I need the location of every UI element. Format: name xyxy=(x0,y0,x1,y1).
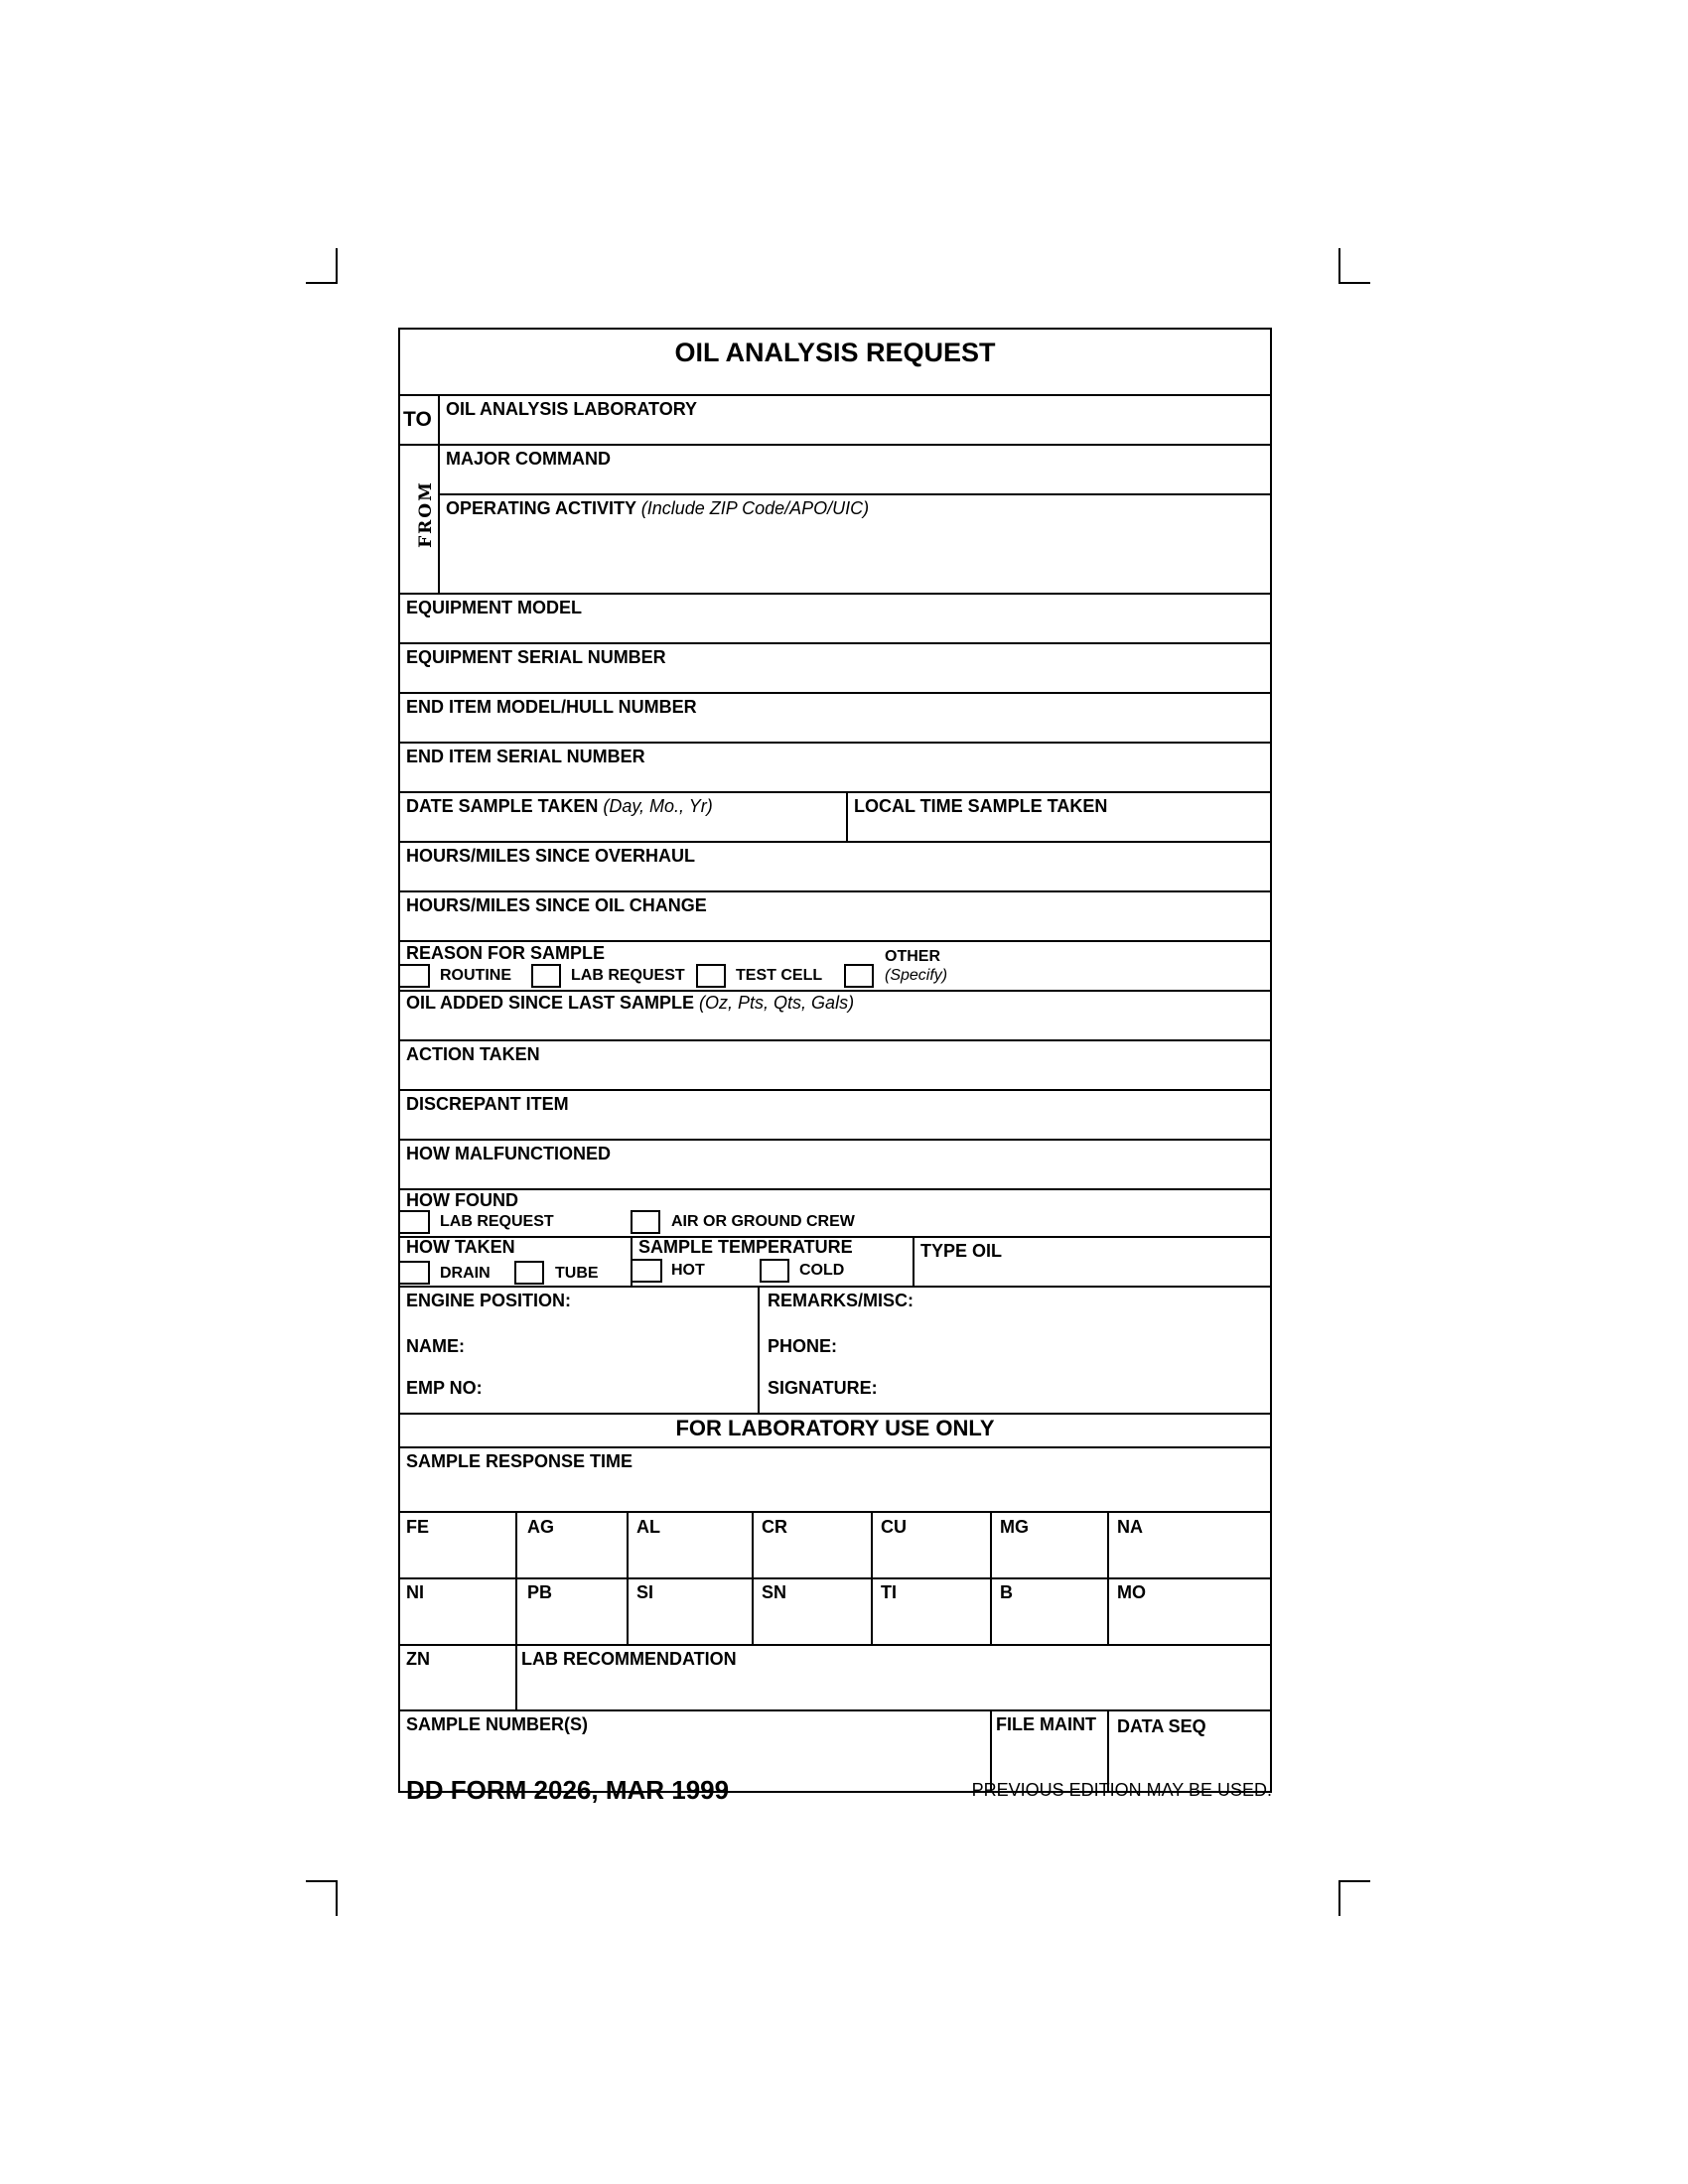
form-identifier: DD FORM 2026, MAR 1999 xyxy=(406,1775,730,1805)
edition-note: PREVIOUS EDITION MAY BE USED. xyxy=(971,1780,1272,1800)
other-specify-hint: (Specify) xyxy=(885,967,948,984)
divider xyxy=(846,791,848,841)
end-item-serial-field[interactable]: END ITEM SERIAL NUMBER xyxy=(406,747,645,766)
form-title: OIL ANALYSIS REQUEST xyxy=(674,338,996,367)
divider xyxy=(400,1644,1270,1646)
element-b[interactable]: B xyxy=(1000,1582,1013,1602)
divider xyxy=(400,692,1270,694)
element-al[interactable]: AL xyxy=(636,1517,660,1537)
crop-mark-bottom-left xyxy=(306,1880,338,1916)
engine-position-field[interactable]: ENGINE POSITION: xyxy=(406,1291,572,1310)
divider xyxy=(400,890,1270,892)
hours-since-overhaul-field[interactable]: HOURS/MILES SINCE OVERHAUL xyxy=(406,846,696,866)
oil-added-label: OIL ADDED SINCE LAST SAMPLE xyxy=(406,993,695,1013)
action-taken-field[interactable]: ACTION TAKEN xyxy=(406,1044,540,1064)
divider xyxy=(400,742,1270,744)
emp-no-field[interactable]: EMP NO: xyxy=(406,1378,483,1398)
divider xyxy=(438,493,1270,495)
tube-checkbox[interactable] xyxy=(514,1261,544,1285)
lab-recommendation-field[interactable]: LAB RECOMMENDATION xyxy=(521,1649,737,1669)
divider xyxy=(400,1139,1270,1141)
lab-request-checkbox[interactable] xyxy=(531,964,561,988)
divider xyxy=(400,841,1270,843)
divider xyxy=(400,394,1270,396)
element-ti[interactable]: TI xyxy=(881,1582,897,1602)
to-label: TO xyxy=(403,408,432,431)
element-pb[interactable]: PB xyxy=(527,1582,553,1602)
divider xyxy=(1107,1709,1109,1791)
air-or-ground-crew-checkbox[interactable] xyxy=(631,1210,660,1234)
tube-label: TUBE xyxy=(555,1265,599,1282)
sample-numbers-field[interactable]: SAMPLE NUMBER(S) xyxy=(406,1714,588,1734)
divider xyxy=(400,940,1270,942)
how-found-lab-request-checkbox[interactable] xyxy=(400,1210,430,1234)
discrepant-item-field[interactable]: DISCREPANT ITEM xyxy=(406,1094,569,1114)
element-cu[interactable]: CU xyxy=(881,1517,907,1537)
end-item-model-field[interactable]: END ITEM MODEL/HULL NUMBER xyxy=(406,697,697,717)
crop-mark-top-right xyxy=(1338,248,1370,284)
file-maint-field[interactable]: FILE MAINT xyxy=(996,1714,1096,1734)
divider xyxy=(400,1511,1270,1513)
divider xyxy=(400,1709,1270,1711)
oil-analysis-laboratory-field[interactable]: OIL ANALYSIS LABORATORY xyxy=(446,399,698,419)
hot-label: HOT xyxy=(671,1262,705,1279)
date-sample-taken-label: DATE SAMPLE TAKEN xyxy=(406,796,599,816)
cold-checkbox[interactable] xyxy=(760,1259,789,1283)
routine-checkbox[interactable] xyxy=(400,964,430,988)
divider xyxy=(400,1446,1270,1448)
divider xyxy=(758,1286,760,1413)
operating-activity-field[interactable] xyxy=(446,499,869,517)
element-zn[interactable]: ZN xyxy=(406,1649,430,1669)
data-seq-field[interactable]: DATA SEQ xyxy=(1117,1716,1206,1736)
sample-temperature-label: SAMPLE TEMPERATURE xyxy=(638,1237,853,1257)
cold-label: COLD xyxy=(799,1262,845,1279)
divider xyxy=(400,1286,1270,1288)
air-or-ground-crew-label: AIR OR GROUND CREW xyxy=(671,1213,855,1230)
oil-added-hint: (Oz, Pts, Qts, Gals) xyxy=(699,993,855,1013)
divider xyxy=(400,1188,1270,1190)
element-mo[interactable]: MO xyxy=(1117,1582,1146,1602)
from-label: FROM xyxy=(415,480,436,548)
divider xyxy=(400,791,1270,793)
divider xyxy=(400,1413,1270,1415)
divider xyxy=(515,1644,517,1709)
lab-request-label: LAB REQUEST xyxy=(571,967,685,984)
sample-response-time-field[interactable]: SAMPLE RESPONSE TIME xyxy=(406,1451,633,1471)
date-sample-taken-hint: (Day, Mo., Yr) xyxy=(603,796,713,816)
major-command-field[interactable]: MAJOR COMMAND xyxy=(446,449,611,469)
how-found-label: HOW FOUND xyxy=(406,1190,518,1210)
oil-analysis-form xyxy=(398,328,1272,1793)
divider xyxy=(913,1236,914,1286)
divider xyxy=(400,593,1270,595)
other-label: OTHER xyxy=(885,948,940,965)
divider xyxy=(400,990,1270,992)
test-cell-label: TEST CELL xyxy=(736,967,823,984)
local-time-sample-taken-field[interactable]: LOCAL TIME SAMPLE TAKEN xyxy=(854,796,1108,816)
drain-checkbox[interactable] xyxy=(400,1261,430,1285)
crop-mark-bottom-right xyxy=(1338,1880,1370,1916)
element-fe[interactable]: FE xyxy=(406,1517,430,1537)
how-taken-label: HOW TAKEN xyxy=(406,1237,515,1257)
reason-for-sample-label: REASON FOR SAMPLE xyxy=(406,943,606,963)
element-ag[interactable]: AG xyxy=(527,1517,554,1537)
crop-mark-top-left xyxy=(306,248,338,284)
element-cr[interactable]: CR xyxy=(762,1517,787,1537)
element-ni[interactable]: NI xyxy=(406,1582,424,1602)
operating-activity-hint: (Include ZIP Code/APO/UIC) xyxy=(640,498,870,518)
divider xyxy=(400,1039,1270,1041)
divider xyxy=(990,1709,992,1791)
element-mg[interactable]: MG xyxy=(1000,1517,1029,1537)
element-sn[interactable]: SN xyxy=(762,1582,787,1602)
signature-field[interactable]: SIGNATURE: xyxy=(768,1378,878,1398)
date-sample-taken-field[interactable] xyxy=(406,797,713,815)
divider xyxy=(400,642,1270,644)
name-field[interactable]: NAME: xyxy=(406,1336,465,1356)
remarks-field[interactable]: REMARKS/MISC: xyxy=(768,1291,914,1310)
routine-label: ROUTINE xyxy=(440,967,511,984)
equipment-serial-number-field[interactable]: EQUIPMENT SERIAL NUMBER xyxy=(406,647,666,667)
element-na[interactable]: NA xyxy=(1117,1517,1143,1537)
drain-label: DRAIN xyxy=(440,1265,491,1282)
lab-use-only-heading: FOR LABORATORY USE ONLY xyxy=(675,1416,995,1440)
operating-activity-label: OPERATING ACTIVITY xyxy=(446,498,636,518)
equipment-model-field[interactable]: EQUIPMENT MODEL xyxy=(406,598,583,617)
divider xyxy=(400,1089,1270,1091)
divider xyxy=(400,1577,1270,1579)
other-checkbox[interactable] xyxy=(844,964,874,988)
hours-since-oil-change-field[interactable]: HOURS/MILES SINCE OIL CHANGE xyxy=(406,895,707,915)
element-si[interactable]: SI xyxy=(636,1582,654,1602)
oil-added-field[interactable] xyxy=(406,994,854,1012)
how-malfunctioned-field[interactable]: HOW MALFUNCTIONED xyxy=(406,1144,611,1163)
hot-checkbox[interactable] xyxy=(633,1259,662,1283)
divider xyxy=(400,444,1270,446)
how-found-lab-request-label: LAB REQUEST xyxy=(440,1213,554,1230)
test-cell-checkbox[interactable] xyxy=(696,964,726,988)
type-oil-field[interactable]: TYPE OIL xyxy=(920,1241,1003,1261)
phone-field[interactable]: PHONE: xyxy=(768,1336,838,1356)
